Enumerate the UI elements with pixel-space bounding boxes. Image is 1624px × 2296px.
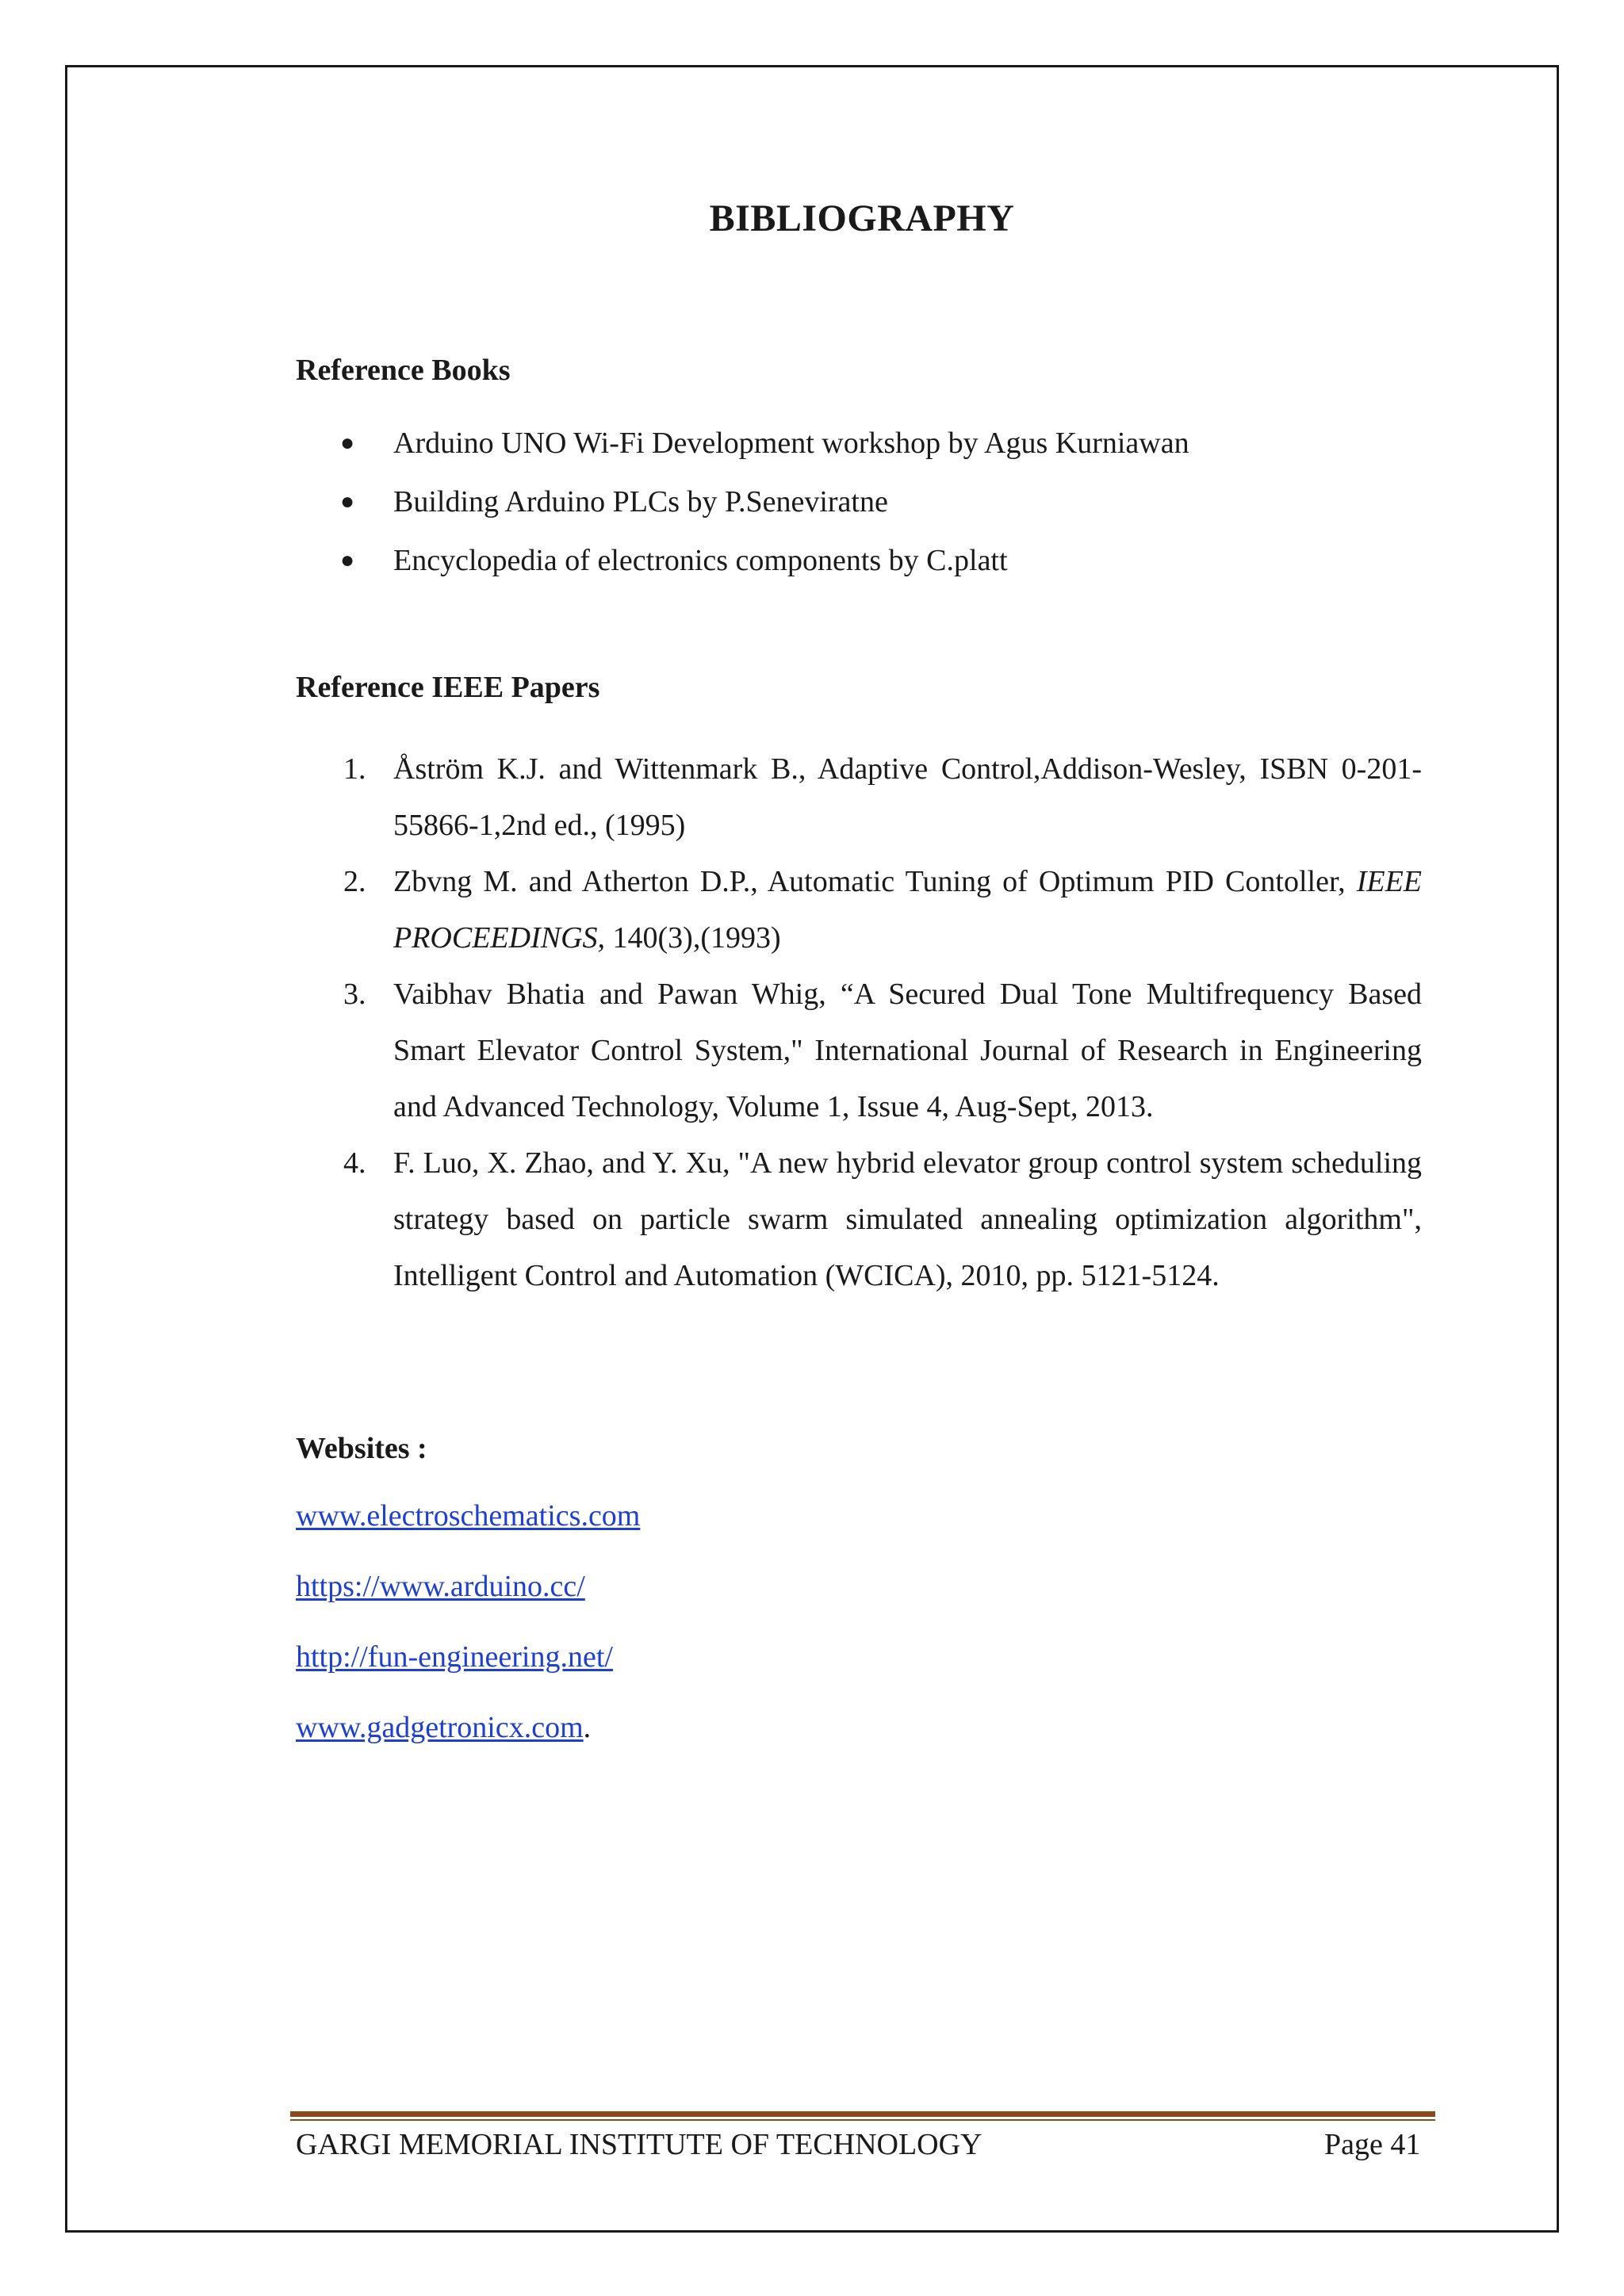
list-item [296,854,1422,966]
list-item [296,480,1189,539]
paper-reference: Vaibhav Bhatia and Pawan Whig, “A Secured Dual Tone Multifrequency Based Smart Elevator Control System," International Journal of Research in Engineering and Advanced Technology, Volume 1, Issue 4, Aug-Sept, 2013. [393,978,1422,1123]
list-item [296,1636,640,1706]
websites-list [296,1494,640,1777]
websites-heading: Websites : [296,1432,427,1465]
list-item [296,1706,640,1777]
website-link[interactable]: www.electroschematics.com [296,1499,641,1533]
footer-divider [290,2111,1435,2117]
ieee-papers-list [296,741,1422,1304]
item-number: 1. [343,752,366,786]
website-link[interactable]: www.gadgetronicx.com [296,1711,584,1744]
paper-reference: F. Luo, X. Zhao, and Y. Xu, "A new hybrid elevator group control system scheduling strategy based on particle swarm simulated annealing optimization algorithm", Intelligent Control and Automation (WCICA), 2010, pp. 5121-5124. [393,1146,1422,1292]
reference-books-list [296,422,1189,598]
reference-books-heading: Reference Books [296,354,511,387]
bullet-icon: ● [340,547,355,573]
list-item [296,741,1422,854]
website-link[interactable]: https://www.arduino.cc/ [296,1570,585,1603]
item-number: 2. [343,865,366,898]
bullet-icon: ● [340,430,355,456]
list-item [296,539,1189,598]
footer-divider-thin [290,2119,1435,2121]
paper-reference-text: Zbvng M. and Atherton D.P., Automatic Tuning of Optimum PID Contoller, [393,865,1357,898]
item-number: 3. [343,978,366,1011]
book-reference: Building Arduino PLCs by P.Seneviratne [393,485,888,519]
book-reference: Encyclopedia of electronics components by C.platt [393,544,1008,577]
list-item [296,1494,640,1565]
footer-institute: GARGI MEMORIAL INSTITUTE OF TECHNOLOGY [296,2128,982,2161]
list-item [296,966,1422,1135]
paper-reference: Åström K.J. and Wittenmark B., Adaptive Control,Addison-Wesley, ISBN 0-201-55866-1,2nd ed., (1995) [393,752,1422,842]
ieee-papers-heading: Reference IEEE Papers [296,671,600,704]
trailing-period: . [583,1711,592,1744]
paper-reference-text: 140(3),(1993) [605,921,781,955]
list-item [296,1135,1422,1304]
item-number: 4. [343,1146,366,1180]
footer-page-number: Page 41 [1324,2128,1421,2161]
bullet-icon: ● [340,488,355,515]
page-title: BIBLIOGRAPHY [709,197,1015,239]
website-link[interactable]: http://fun-engineering.net/ [296,1640,613,1674]
list-item [296,1565,640,1636]
list-item [296,422,1189,480]
book-reference: Arduino UNO Wi-Fi Development workshop by Agus Kurniawan [393,427,1189,460]
paper-reference [393,865,1422,955]
journal-name: IEEE PROCEEDINGS, [393,865,1422,955]
